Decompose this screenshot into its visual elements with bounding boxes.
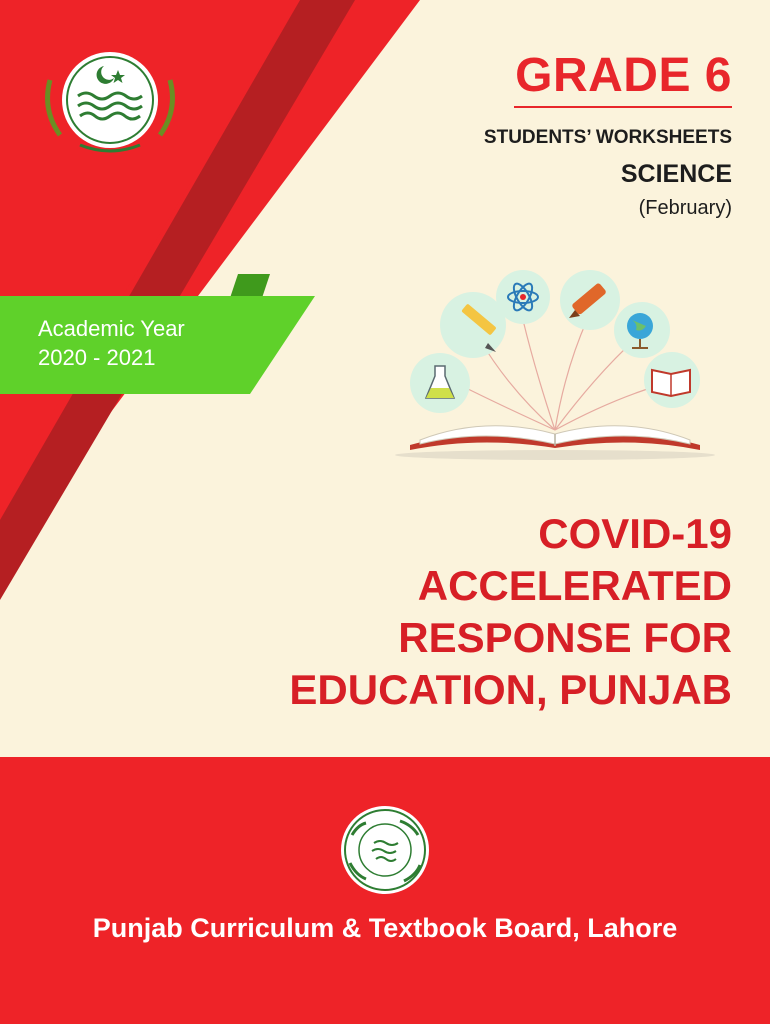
book-icon [644, 352, 700, 408]
worksheet-subtitle: STUDENTS’ WORKSHEETS [483, 127, 732, 148]
flask-icon [410, 353, 470, 413]
globe-icon [614, 302, 670, 358]
month-label: (February) [638, 197, 732, 219]
main-title-line: ACCELERATED [417, 562, 732, 609]
subject-label: SCIENCE [620, 160, 732, 188]
crayon-icon [560, 270, 620, 330]
green-banner-shadow [230, 274, 270, 298]
grade-title: GRADE 6 [515, 49, 732, 102]
board-name: Punjab Curriculum & Textbook Board, Lahore [92, 913, 678, 943]
main-title-line: COVID-19 [538, 510, 732, 557]
main-title-line: EDUCATION, PUNJAB [289, 666, 732, 713]
main-title [212, 508, 732, 716]
illustration [395, 270, 715, 460]
board-seal [330, 805, 440, 895]
pencil-icon [440, 292, 506, 358]
grade-underline [514, 106, 732, 108]
academic-year-value: 2020 - 2021 [38, 345, 156, 370]
atom-icon [496, 270, 550, 324]
main-title-line: RESPONSE FOR [398, 614, 732, 661]
academic-year-label: Academic Year [38, 316, 185, 341]
academic-year-banner [38, 314, 185, 372]
